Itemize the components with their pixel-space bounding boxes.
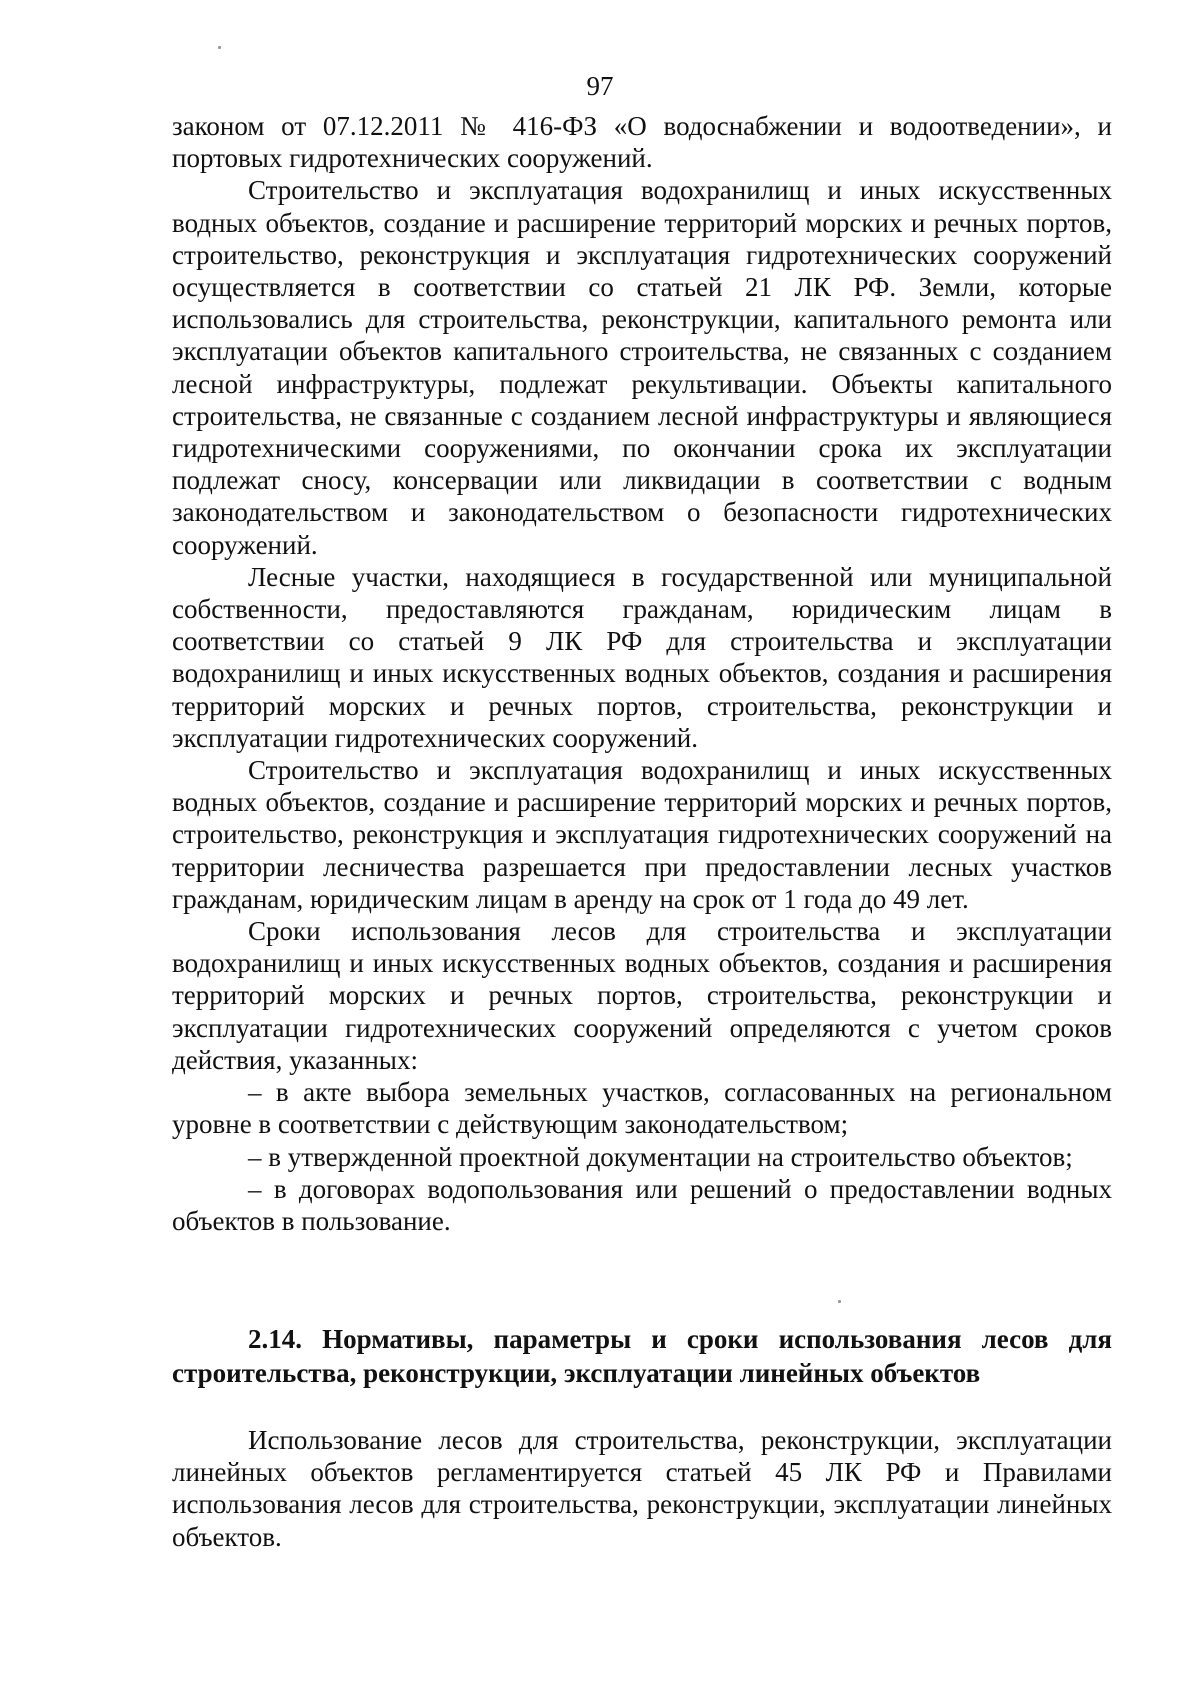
scan-speck [218,46,221,49]
section-heading-text: 2.14. Нормативы, параметры и сроки использования лесов для строительства, реконструкции, эксплуатации линейных объектов [172,1324,1112,1388]
paragraph-continuation: законом от 07.12.2011 № 416-ФЗ «О водоснабжении и водоотведении», и портовых гидротехнических сооружений. [172,111,1112,174]
scan-speck [838,1300,841,1303]
paragraph: Использование лесов для строительства, реконструкции, эксплуатации линейных объектов регламентируется статьей 45 ЛК РФ и Правилами использования лесов для строительства, реконструкции, эксплуатации линейных объектов. [172,1425,1112,1552]
page-number: 97 [586,71,614,101]
paragraph: Сроки использования лесов для строительства и эксплуатации водохранилищ и иных искусственных водных объектов, создания и расширения территорий морских и речных портов, строительства, реконструкции и эксплуатации гидротехнических сооружений определяются с учетом сроков действия, указанных: [172,916,1112,1075]
section-body [172,1424,1112,1553]
paragraph: Строительство и эксплуатация водохранилищ и иных искусственных водных объектов, создание и расширение территорий морских и речных портов, строительство, реконструкция и эксплуатация гидротехнических сооружений осуществляется в соответствии со статьей 21 ЛК РФ. Земли, которые использовались для строительства, реконструкции, капитального ремонта или эксплуатации объектов капитального строительства, не связанных с созданием лесной инфраструктуры, подлежат рекультивации. Объекты капитального строительства, не связанные с созданием лесной инфраструктуры и являющиеся гидротехническими сооружениями, по окончании срока их эксплуатации подлежат сносу, консервации или ликвидации в соответствии с водным законодательством и законодательством о безопасности гидротехнических сооружений. [172,175,1112,560]
paragraph: Лесные участки, находящиеся в государственной или муниципальной собственности, предоставляются гражданам, юридическим лицам в соответствии со статьей 9 ЛК РФ для строительства и эксплуатации водохранилищ и иных искусственных водных объектов, создания и расширения территорий морских и речных портов, строительства, реконструкции и эксплуатации гидротехнических сооружений. [172,561,1112,753]
body-text [172,110,1112,1237]
list-item: – в договорах водопользования или решений о предоставлении водных объектов в пользование. [172,1173,1112,1236]
list-item: – в акте выбора земельных участков, согласованных на региональном уровне в соответствии с действующим законодательством; [172,1077,1112,1140]
paragraph: Строительство и эксплуатация водохранилищ и иных искусственных водных объектов, создание и расширение территорий морских и речных портов, строительство, реконструкция и эксплуатация гидротехнических сооружений на территории лесничества разрешается при предоставлении лесных участков гражданам, юридическим лицам в аренду на срок от 1 года до 49 лет. [172,755,1112,914]
section-heading [172,1322,1112,1390]
list-item: – в утвержденной проектной документации на строительство объектов; [248,1141,1073,1172]
